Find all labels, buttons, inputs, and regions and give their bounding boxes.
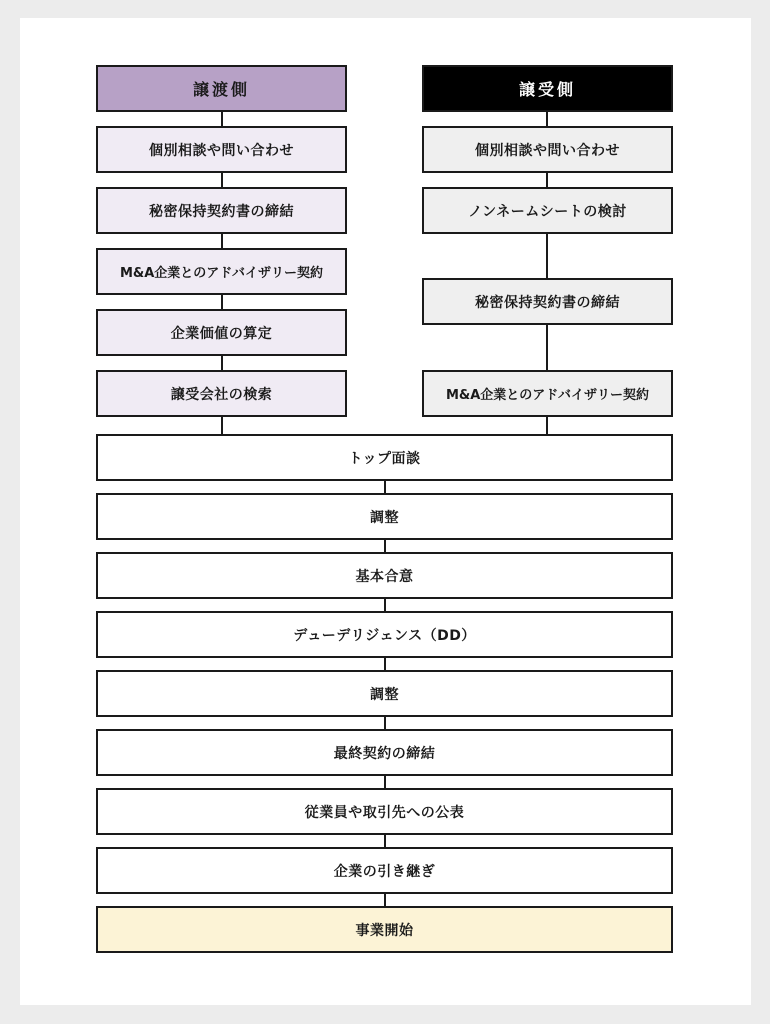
seller-step-1: 個別相談や問い合わせ: [96, 126, 347, 173]
final-step: 事業開始: [96, 906, 673, 953]
seller-step-5: 譲受会社の検索: [96, 370, 347, 417]
buyer-step-3: 秘密保持契約書の締結: [422, 278, 673, 325]
seller-header: 譲渡側: [96, 65, 347, 112]
common-step-7: 従業員や取引先への公表: [96, 788, 673, 835]
common-step-8: 企業の引き継ぎ: [96, 847, 673, 894]
common-step-3: 基本合意: [96, 552, 673, 599]
buyer-step-1: 個別相談や問い合わせ: [422, 126, 673, 173]
buyer-step-4: M&A企業とのアドバイザリー契約: [422, 370, 673, 417]
common-step-4: デューデリジェンス（DD）: [96, 611, 673, 658]
seller-step-2: 秘密保持契約書の締結: [96, 187, 347, 234]
common-step-1: トップ面談: [96, 434, 673, 481]
common-step-2: 調整: [96, 493, 673, 540]
seller-step-3: M&A企業とのアドバイザリー契約: [96, 248, 347, 295]
seller-step-4: 企業価値の算定: [96, 309, 347, 356]
buyer-header: 譲受側: [422, 65, 673, 112]
common-step-6: 最終契約の締結: [96, 729, 673, 776]
buyer-step-2: ノンネームシートの検討: [422, 187, 673, 234]
common-step-5: 調整: [96, 670, 673, 717]
